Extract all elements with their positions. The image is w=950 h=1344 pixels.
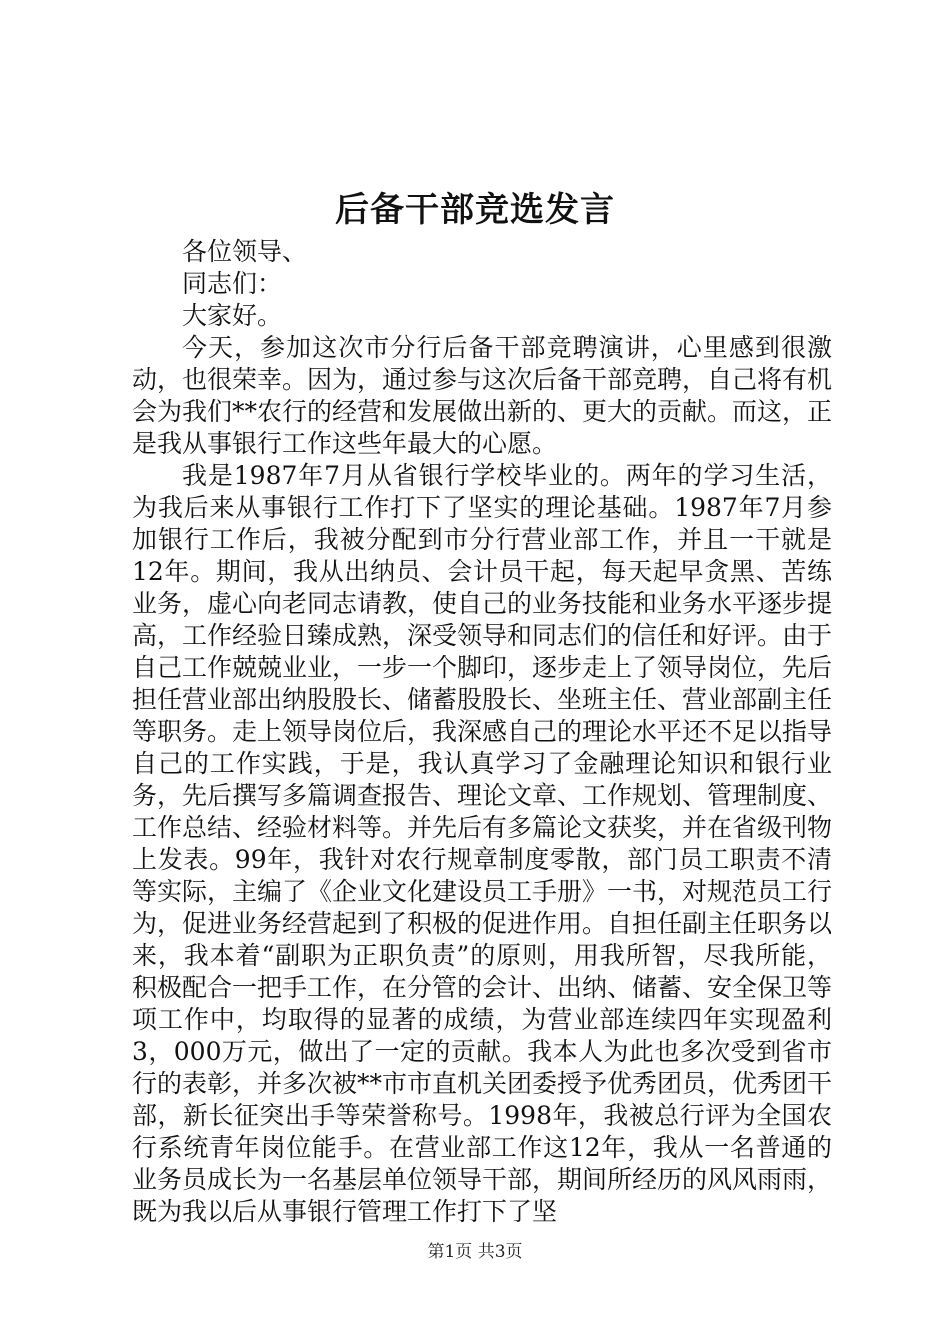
page-number: 第1页 共3页 (427, 1242, 523, 1262)
greeting: 大家好。 (182, 301, 283, 330)
document-title: 后备干部竞选发言 (335, 190, 615, 230)
paragraph-experience: 我是1987年7月从省银行学校毕业的。两年的学习生活，为我后来从事银行工作打下了坚实的理论基础。1987年7月参加银行工作后，我被分配到市分行营业部工作，并且一干就是12年。期间，我从出纳员、会计员干起，每天起早贪黑、苦练业务，虚心向老同志请教，使自己的业务技能和业务水平逐步提高，工作经验日臻成熟，深受领导和同志们的信任和好评。由于自己工作兢兢业业，一步一个脚印，逐步走上了领导岗位，先后担任营业部出纳股股长、储蓄股股长、坐班主任、营业部副主任等职务。走上领导岗位后，我深感自己的理论水平还不足以指导自己的工作实践，于是，我认真学习了金融理论知识和银行业务，先后撰写多篇调查报告、理论文章、工作规划、管理制度、工作总结、经验材料等。并先后有多篇论文获奖，并在省级刊物上发表。99年，我针对农行规章制度零散，部门员工职责不清等实际，主编了《企业文化建设员工手册》一书，对规范员工行为，促进业务经营起到了积极的促进作用。自担任副主任职务以来，我本着“副职为正职负责”的原则，用我所智，尽我所能，积极配合一把手工作，在分管的会计、出纳、储蓄、安全保卫等项工作中，均取得的显著的成绩，为营业部连续四年实现盈利3，000万元，做出了一定的贡献。我本人为此也多次受到省市行的表彰，并多次被**市市直机关团委授予优秀团员，优秀团干部，新长征突出手等荣誉称号。1998年，我被总行评为全国农行系统青年岗位能手。在营业部工作这12年，我从一名普通的业务员成长为一名基层单位领导干部，期间所经历的风风雨雨，既为我以后从事银行管理工作打下了坚 (132, 461, 833, 1226)
paragraph-intro: 今天，参加这次市分行后备干部竞聘演讲，心里感到很激动，也很荣幸。因为，通过参与这次后备干部竞聘，自己将有机会为我们**农行的经营和发展做出新的、更大的贡献。而这，正是我从事银行工作这些年最大的心愿。 (132, 333, 833, 458)
salutation-leaders: 各位领导、 (182, 237, 308, 266)
document-body (132, 236, 832, 1228)
salutation-comrades: 同志们： (182, 269, 283, 298)
